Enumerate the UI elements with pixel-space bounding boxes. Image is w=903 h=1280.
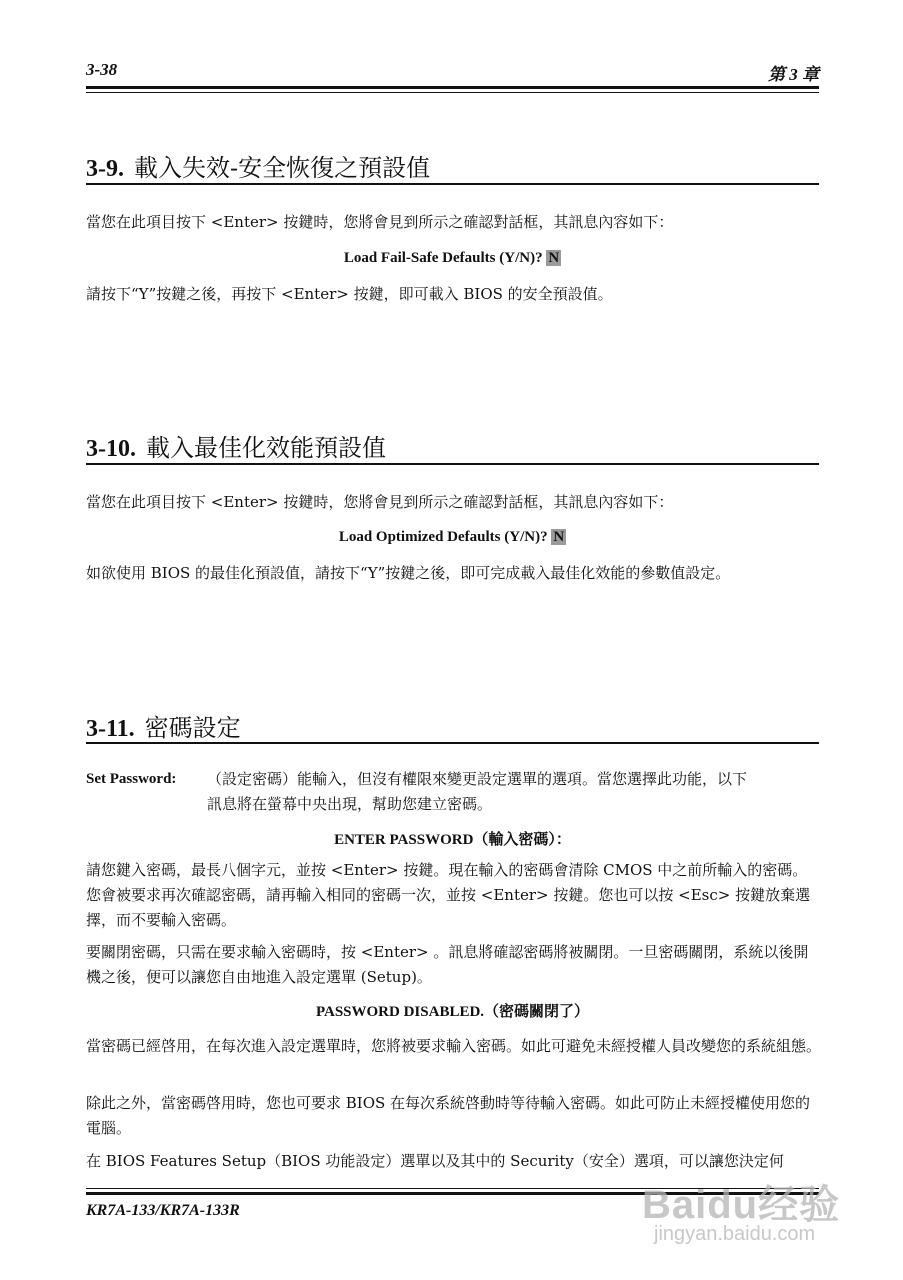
section-3-9-heading [86, 148, 819, 183]
section-rule [86, 183, 819, 185]
header-rule-thin [86, 92, 819, 93]
section-3-11-heading [86, 708, 819, 743]
description-line: 訊息將在螢幕中央出現，幫助您建立密碼。 [207, 795, 493, 813]
description-line: （設定密碼）能輸入，但沒有權限來變更設定選單的選項。當您選擇此功能，以下 [207, 770, 748, 788]
section-title: 密碼設定 [144, 714, 241, 742]
baidu-watermark [642, 1165, 852, 1255]
watermark-logo: Baidu经验 [642, 1183, 841, 1227]
watermark-url: jingyan.baidu.com [654, 1223, 816, 1245]
section-number: 3-9. [86, 156, 124, 182]
optimized-prompt [86, 527, 819, 546]
section-rule [86, 742, 819, 744]
section-3-10-intro: 當您在此項目按下 <Enter> 按鍵時，您將會見到所示之確認對話框，其訊息內容如下： [86, 493, 674, 511]
section-rule [86, 463, 819, 465]
set-password-term: Set Password: [86, 771, 177, 787]
password-disabled-heading: PASSWORD DISABLED.（密碼關閉了） [315, 1004, 590, 1020]
section-number: 3-11. [86, 716, 135, 742]
header-rule [86, 86, 819, 89]
section-3-9-note: 請按下“Y”按鍵之後，再按下 <Enter> 按鍵，即可載入 BIOS 的安全預設值。 [86, 285, 613, 303]
password-para-2: 要關閉密碼，只需在要求輸入密碼時，按 <Enter> 。訊息將確認密碼將被關閉。一旦密碼關閉，系統以後開機之後，便可以讓您自由地進入設定選單 (Setup)。 [86, 943, 809, 986]
section-title: 載入失效-安全恢復之預設值 [134, 154, 431, 182]
model-label: KR7A-133/KR7A-133R [86, 1202, 240, 1219]
prompt-text: Load Fail-Safe Defaults (Y/N)? [343, 250, 547, 266]
section-3-9-intro: 當您在此項目按下 <Enter> 按鍵時，您將會見到所示之確認對話框，其訊息內容如下： [86, 213, 674, 231]
section-3-10-heading [86, 428, 819, 463]
password-para-4: 除此之外，當密碼啓用時，您也可要求 BIOS 在每次系統啓動時等待輸入密碼。如此可防止未經授權使用您的電腦。 [86, 1094, 811, 1137]
enter-password-heading: ENTER PASSWORD（輸入密碼）： [334, 832, 571, 848]
section-3-10-note: 如欲使用 BIOS 的最佳化預設值，請按下“Y”按鍵之後，即可完成載入最佳化效能的參數值設定。 [86, 564, 731, 582]
password-para-3: 當密碼已經啓用，在每次進入設定選單時，您將被要求輸入密碼。如此可避免未經授權人員改變您的系統組態。 [86, 1037, 822, 1055]
set-password-description [207, 767, 819, 817]
password-para-1: 請您鍵入密碼，最長八個字元，並按 <Enter> 按鍵。現在輸入的密碼會清除 CMOS 中之前所輸入的密碼。您會被要求再次確認密碼，請再輸入相同的密碼一次，並按 <Enter> 按鍵。您也可以按 <Esc> 按鍵放棄選擇，而不要輸入密碼。 [86, 861, 811, 929]
chapter-label: 第 3 章 [768, 65, 819, 84]
password-para-5: 在 BIOS Features Setup（BIOS 功能設定）選單以及其中的 Security（安全）選項，可以讓您決定何 [86, 1152, 784, 1170]
page-number: 3-38 [86, 60, 118, 79]
section-title: 載入最佳化效能預設值 [146, 434, 386, 462]
prompt-value: N [553, 529, 565, 545]
prompt-value: N [548, 250, 560, 266]
section-number: 3-10. [86, 436, 136, 462]
fail-safe-prompt [86, 248, 819, 267]
prompt-text: Load Optimized Defaults (Y/N)? [338, 529, 552, 545]
